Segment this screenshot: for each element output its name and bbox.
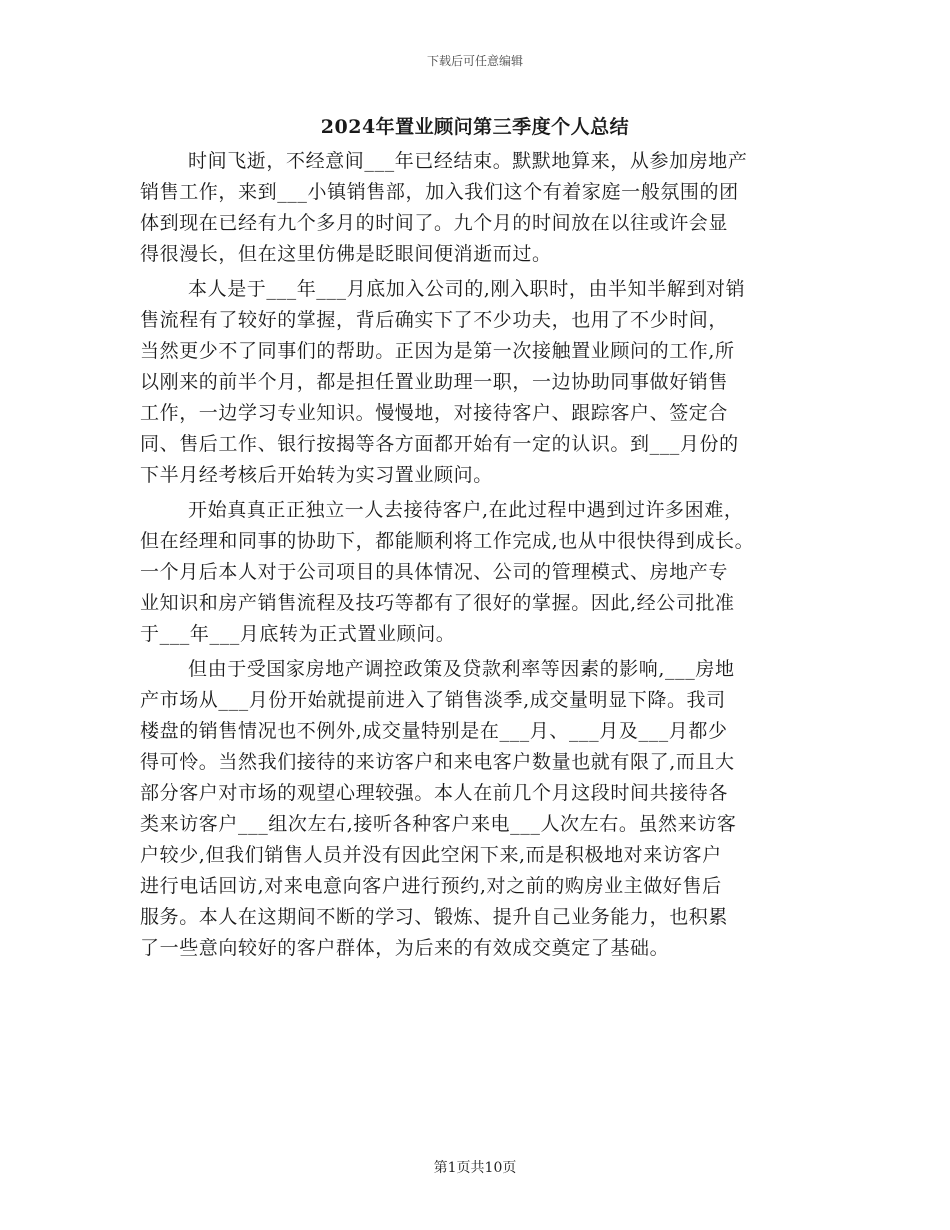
text-line: 开始真真正正独立一人去接待客户,在此过程中遇到过许多困难，: [188, 499, 744, 521]
text-line: 售流程有了较好的掌握，背后确实下了不少功夫，也用了不少时间，: [140, 309, 729, 331]
text-line: 产市场从___月份开始就提前进入了销售淡季,成交量明显下降。我司: [140, 689, 726, 711]
paragraph-2: [140, 274, 820, 491]
text-line: 以刚来的前半个月，都是担任置业助理一职，一边协助同事做好销售: [140, 371, 729, 393]
text-line: 体到现在已经有九个多月的时间了。九个月的时间放在以往或许会显: [140, 212, 729, 234]
text-line: 户较少,但我们销售人员并没有因此空闲下来,而是积极地对来访客户: [140, 844, 722, 866]
paragraph-4: [140, 654, 820, 964]
text-line: 一个月后本人对于公司项目的具体情况、公司的管理模式、房地产专: [140, 561, 729, 583]
text-line: 进行电话回访,对来电意向客户进行预约,对之前的购房业主做好售后: [140, 875, 722, 897]
text-line: 得可怜。当然我们接待的来访客户和来电客户数量也就有限了,而且大: [140, 751, 735, 773]
text-line: 但在经理和同事的协助下，都能顺利将工作完成,也从中很快得到成长。: [140, 530, 755, 552]
paragraph-1: [140, 146, 820, 270]
text-line: 服务。本人在这期间不断的学习、锻炼、提升自己业务能力，也积累: [140, 906, 729, 928]
text-line: 工作，一边学习专业知识。慢慢地，对接待客户、跟踪客户、签定合: [140, 402, 729, 424]
document-body: [140, 146, 820, 964]
page-number: 第1页共10页: [433, 1160, 517, 1176]
text-line: 本人是于___年___月底加入公司的,刚入职时，由半知半解到对销: [188, 278, 746, 300]
text-line: 类来访客户___组次左右,接听各种客户来电___人次左右。虽然来访客: [140, 813, 737, 835]
text-line: 得很漫长，但在这里仿佛是眨眼间便消逝而过。: [140, 243, 552, 265]
text-line: 但由于受国家房地产调控政策及贷款利率等因素的影响,___房地: [188, 658, 735, 680]
text-line: 时间飞逝，不经意间___年已经结束。默默地算来，从参加房地产: [188, 150, 748, 172]
text-line: 业知识和房产销售流程及技巧等都有了很好的掌握。因此,经公司批准: [140, 592, 735, 614]
text-line: 于___年___月底转为正式置业顾问。: [140, 623, 456, 645]
text-line: 当然更少不了同事们的帮助。正因为是第一次接触置业顾问的工作,所: [140, 340, 735, 362]
text-line: 了一些意向较好的客户群体，为后来的有效成交奠定了基础。: [140, 937, 670, 959]
text-line: 同、售后工作、银行按揭等各方面都开始有一定的认识。到___月份的: [140, 433, 739, 455]
text-line: 部分客户对市场的观望心理较强。本人在前几个月这段时间共接待各: [140, 782, 729, 804]
paragraph-3: [140, 495, 820, 650]
text-line: 楼盘的销售情况也不例外,成交量特别是在___月、___月及___月都少: [140, 720, 728, 742]
header-note: 下载后可任意编辑: [426, 54, 523, 68]
document-title: 2024年置业顾问第三季度个人总结: [320, 116, 630, 138]
text-line: 下半月经考核后开始转为实习置业顾问。: [140, 464, 493, 486]
text-line: 销售工作，来到___小镇销售部，加入我们这个有着家庭一般氛围的团: [140, 181, 739, 203]
